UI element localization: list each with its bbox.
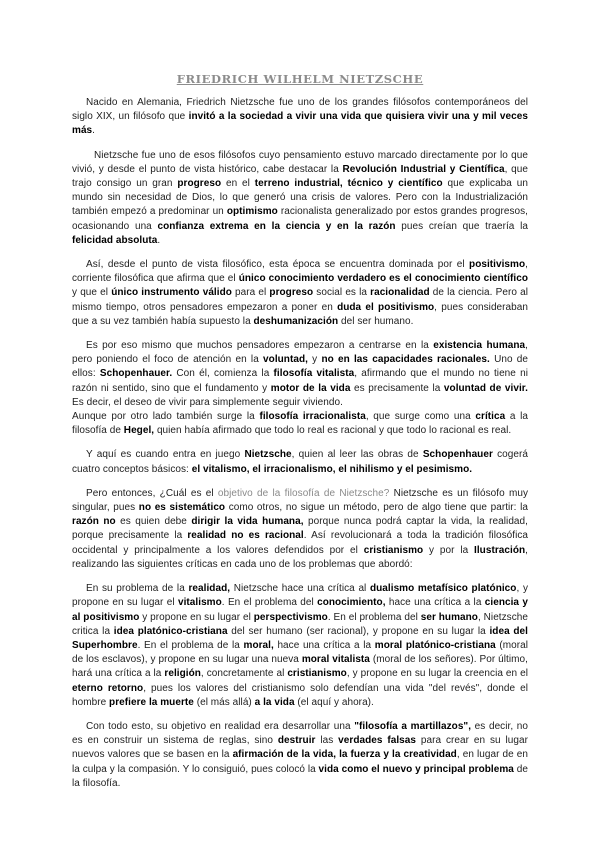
body-text: hace una crítica a la (273, 639, 375, 651)
bold-text: felicidad absoluta (72, 234, 158, 246)
bold-text: dirigir la vida humana, (191, 516, 304, 528)
body-text: y propone en su lugar el (139, 611, 254, 623)
paragraph-schopenhauer (72, 339, 528, 410)
body-text: Pero entonces, ¿Cuál es el (86, 487, 218, 499)
body-text: , y propone en su lugar el (72, 583, 528, 609)
highlighted-text: objetivo de la filosofía de Nietzsche? (217, 487, 390, 499)
paragraph-objective (72, 487, 528, 572)
bold-text: cristianismo (287, 668, 347, 680)
body-text: Aunque por otro lado también surge la (72, 411, 260, 423)
body-text: , en lugar de en la culpa y la compasión. Y lo consiguió, pues colocó la (72, 749, 529, 775)
bold-text: no en las capacidades racionales. (321, 354, 490, 366)
paragraph-nietzsche-concepts (72, 448, 528, 476)
bold-text: terreno industrial, técnico y científico (254, 178, 443, 190)
body-text: , y propone en su lugar la creencia en el (346, 668, 528, 680)
body-text: , pues consideraban que a su vez también había supuesto la (72, 301, 528, 327)
bold-text: realidad, (188, 583, 231, 595)
document-title: FRIEDRICH WILHELM NIETZSCHE (176, 72, 424, 86)
body-text: , afirmando que el mundo no tiene ni razón ni sentido, sino que el fundamento y (72, 368, 528, 394)
body-text: Uno de ellos: (72, 354, 529, 380)
body-text: (el más allá) (193, 696, 255, 708)
paragraph-conclusion (72, 720, 528, 791)
body-text: Nietzsche hace una crítica al (230, 583, 370, 595)
body-text: , que surge como una (365, 411, 476, 423)
bold-text: Schopenhauer (422, 449, 493, 461)
body-text: (moral de los esclavos), y propone en su lugar una nueva (72, 639, 529, 666)
bold-text: voluntad de vivir. (443, 382, 528, 394)
bold-text: Hegel, (123, 425, 155, 437)
paragraph-historical-context (72, 149, 528, 248)
bold-text: religión (164, 668, 201, 680)
body-text: Es decir, el deseo de vivir para simplemente seguir viviendo. (72, 396, 343, 408)
body-text: social es la (313, 287, 371, 299)
bold-text: ciencia y al positivismo (72, 597, 528, 623)
body-text: en el (221, 178, 255, 190)
body-text: , realizando las siguientes críticas en cada uno de los problemas que abordó: (72, 544, 528, 570)
bold-text: filosofía vitalista (273, 368, 355, 380)
bold-text: Schopenhauer. (99, 368, 173, 380)
bold-text: moral vitalista (301, 654, 370, 666)
bold-text: perspectivismo (253, 611, 328, 623)
bold-text: conocimiento, (317, 597, 386, 609)
body-text: Con él, comienza la (172, 368, 274, 380)
bold-text: voluntad, (263, 354, 308, 366)
body-text: Nacido en Alemania, Friedrich Nietzsche fue uno de los grandes filósofos contemporáneos del siglo XIX, un filósofo que (72, 97, 528, 123)
body-text: racionalista generalizado por estos grandes progresos, ocasionando una (72, 206, 528, 232)
body-text: , quien al leer las obras de (291, 449, 423, 461)
bold-text: idea del Superhombre (72, 625, 528, 651)
body-text: (el aquí y ahora). (294, 696, 374, 708)
body-text: que explicaba un mundo sin necesidad de Dios, lo que generó una crisis de valores. Pero con la Industrialización también empezó a predominar un (72, 178, 528, 218)
bold-text: moral, (243, 639, 274, 651)
bold-text: afirmación de la vida, la fuerza y la creatividad (232, 749, 457, 761)
bold-text: existencia humana (433, 340, 526, 352)
bold-text: filosofía irracionalista (259, 411, 366, 423)
body-text: del ser humano (ser racional), y propone en su lugar la (227, 625, 490, 637)
body-text: . (92, 125, 96, 137)
bold-text: Revolución Industrial y Científica (342, 163, 505, 175)
body-text: como otros, no sigue un método, pero de algo tiene que partir: la (225, 502, 528, 514)
bold-text: único conocimiento verdadero es el conocimiento científico (238, 273, 528, 285)
body-text: para crear en su lugar nuevos valores que se basen en la (72, 735, 528, 761)
bold-text: vitalismo (177, 597, 222, 609)
body-text: cogerá cuatro conceptos básicos: (72, 449, 528, 475)
bold-text: motor de la vida (270, 382, 351, 394)
paragraph-irrationalism (72, 410, 528, 438)
bold-text: no es sistemático (138, 502, 226, 514)
paragraph-positivism (72, 258, 528, 329)
bold-text: Ilustración (474, 544, 526, 556)
body-text: , concretamente al (200, 668, 288, 680)
body-text: . En el problema del (221, 597, 318, 609)
body-text: Así, desde el punto de vista filosófico, esta época se encuentra dominada por el (86, 259, 470, 271)
body-text: , Nietzsche critica la (72, 611, 529, 637)
body-text: Nietzsche es un filósofo muy singular, pues (72, 487, 528, 514)
body-text: es decir, no es en construir un sistema de reglas, sino (72, 720, 528, 747)
bold-text: dualismo metafísico platónico (369, 583, 517, 595)
body-text: del ser humano. (338, 315, 414, 327)
body-text: hace una crítica a la (385, 597, 485, 609)
paragraph-intro (72, 96, 528, 139)
body-text: Con todo esto, su objetivo en realidad era desarrollar una (86, 720, 355, 732)
body-text: y que el (72, 287, 112, 299)
body-text: . En el problema de la (137, 639, 244, 651)
body-text: , que trajo consigo un gran (72, 163, 528, 190)
bold-text: eterno retorno (72, 682, 144, 694)
body-text: Es por eso mismo que muchos pensadores empezaron a centrarse en la (86, 340, 434, 352)
paragraph-critiques (72, 582, 528, 710)
bold-text: moral platónico-cristiana (374, 639, 496, 651)
body-text: es precisamente la (350, 382, 444, 394)
bold-text: idea platónico-cristiana (113, 625, 228, 637)
body-text: . En el problema del (327, 611, 421, 623)
bold-text: progreso (269, 287, 314, 299)
bold-text: progreso (177, 178, 222, 190)
body-text: Nietzsche fue uno de esos filósofos cuyo pensamiento estuvo marcado directamente por lo que vivió, y desde el punto de vista histórico, cabe destacar la (72, 149, 528, 175)
bold-text: crítica (475, 411, 506, 423)
bold-text: verdades falsas (338, 735, 416, 747)
bold-text: ser humano (420, 611, 478, 623)
bold-text: racionalidad (370, 287, 430, 299)
body-text: , corriente filosófica que afirma que el (72, 259, 528, 285)
bold-text: confianza extrema en la ciencia y en la razón (157, 220, 396, 232)
bold-text: vida como el nuevo y principal problema (318, 763, 514, 775)
body-text: porque nunca podrá captar la vida, la realidad, porque precisamente la (72, 516, 528, 542)
body-text: quien había afirmado que todo lo real es racional y que todo lo racional es real. (154, 425, 512, 437)
body-text: . Así revolucionará a toda la tradición filosófica occidental y principalmente a los valores defendidos por el (72, 530, 528, 556)
bold-text: a la vida (254, 696, 295, 708)
body-text: de la filosofía. (72, 763, 528, 789)
body-text: y (307, 354, 322, 366)
bold-text: "filosofía a martillazos", (354, 720, 472, 732)
body-text: , pero poniendo el foco de atención en la (72, 340, 528, 366)
body-text: . (157, 234, 161, 246)
body-text: y por la (423, 544, 475, 556)
bold-text: realidad no es racional (187, 530, 304, 542)
bold-text: Nietzsche (244, 449, 292, 461)
body-text: las (315, 735, 339, 747)
bold-text: optimismo (226, 206, 278, 218)
bold-text: razón no (72, 516, 116, 528)
body-text: , pues los valores del cristianismo solo defendían una vida "del revés", donde el hombre (72, 682, 528, 708)
bold-text: positivismo (469, 259, 526, 271)
body-text: pues creían que traería la (395, 220, 528, 232)
bold-text: único instrumento válido (111, 287, 232, 299)
body-text: es quien debe (115, 516, 192, 528)
bold-text: deshumanización (253, 315, 339, 327)
bold-text: el vitalismo, el irracionalismo, el nihilismo y el pesimismo. (191, 463, 473, 475)
body-text: (moral de los señores). Por último, hará una crítica a la (72, 654, 528, 680)
bold-text: prefiere la muerte (109, 696, 194, 708)
body-text: En su problema de la (86, 583, 189, 595)
bold-text: cristianismo (363, 544, 424, 556)
bold-text: duda el positivismo (337, 301, 435, 313)
bold-text: destruir (277, 735, 316, 747)
body-text: Y aquí es cuando entra en juego (86, 449, 245, 461)
body-text: de la ciencia. Pero al mismo tiempo, otros pensadores empezaron a poner en (72, 287, 528, 313)
body-text: para el (231, 287, 270, 299)
bold-text: invitó a la sociedad a vivir una vida que quisiera vivir una y mil veces más (72, 111, 528, 137)
body-text: a la filosofía de (72, 411, 528, 437)
